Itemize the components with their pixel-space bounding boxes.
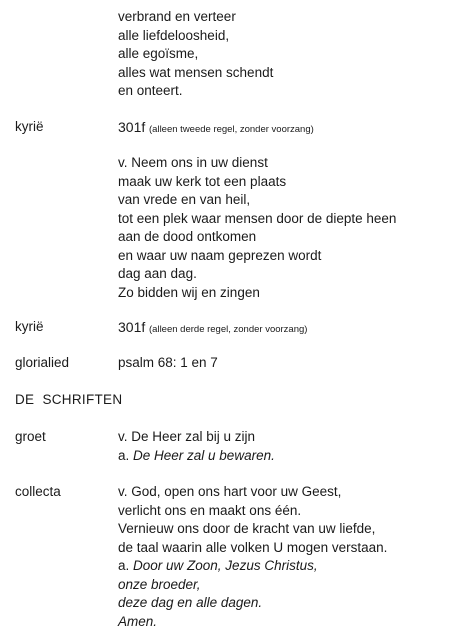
intro-line: alle liefdeloosheid, xyxy=(118,27,230,43)
groet-content xyxy=(118,428,448,465)
song-number: 301f xyxy=(118,119,146,135)
prayer-text xyxy=(118,154,448,302)
response-prefix: a. xyxy=(118,447,134,463)
groet-label: groet xyxy=(15,429,46,444)
kyrie-reference xyxy=(118,318,448,340)
song-number: 301f xyxy=(118,319,146,335)
prayer-line: dag aan dag. xyxy=(118,266,197,281)
glorialied-content xyxy=(118,354,448,373)
groet-line: v. De Heer zal bij u zijn xyxy=(118,429,256,444)
collecta-line: verlicht ons en maakt ons één. xyxy=(118,502,302,518)
song-note: (alleen tweede regel, zonder voorzang) xyxy=(149,124,314,135)
section-heading: DE SCHRIFTEN xyxy=(15,392,123,407)
prayer-line: en waar uw naam geprezen wordt xyxy=(118,247,322,263)
collecta-response xyxy=(118,557,448,576)
intro-line: alles wat mensen schendt xyxy=(118,64,274,80)
prayer-line: van vrede en van heil, xyxy=(118,192,251,207)
collecta-line: v. God, open ons hart voor uw Geest, xyxy=(118,484,342,499)
prayer-line: v. Neem ons in uw dienst xyxy=(118,155,268,170)
prayer-line: Zo bidden wij en zingen xyxy=(118,284,260,300)
collecta-line: de taal waarin alle volken U mogen verstaan. xyxy=(118,539,388,555)
kyrie-content xyxy=(118,118,448,140)
prayer-line: aan de dood ontkomen xyxy=(118,229,257,244)
response-text: Door uw Zoon, Jezus Christus, xyxy=(133,558,318,573)
prayer-line: maak uw kerk tot een plaats xyxy=(118,173,287,189)
glorialied-label: glorialied xyxy=(15,355,70,370)
collecta-response-line: onze broeder, xyxy=(118,576,201,592)
response-text: De Heer zal u bewaren. xyxy=(133,447,275,463)
kyrie-label: kyrië xyxy=(15,119,44,134)
intro-text xyxy=(118,8,448,101)
collecta-line: Vernieuw ons door de kracht van uw liefde, xyxy=(118,521,376,536)
prayer-line: tot een plek waar mensen door de diepte heen xyxy=(118,210,397,226)
song-note: (alleen derde regel, zonder voorzang) xyxy=(149,324,308,335)
intro-line: verbrand en verteer xyxy=(118,9,236,24)
collecta-response-line: deze dag en alle dagen. xyxy=(118,595,263,610)
collecta-label: collecta xyxy=(15,484,61,499)
collecta-content xyxy=(118,483,448,631)
intro-line: alle egoïsme, xyxy=(118,46,199,61)
kyrie-label: kyrië xyxy=(15,319,44,334)
groet-response xyxy=(118,447,448,466)
kyrie-content xyxy=(118,318,448,340)
intro-line: en onteert. xyxy=(118,83,183,98)
glorialied-value: psalm 68: 1 en 7 xyxy=(118,355,218,370)
response-prefix: a. xyxy=(118,558,134,573)
kyrie-reference xyxy=(118,118,448,140)
collecta-response-line: Amen. xyxy=(118,613,158,629)
